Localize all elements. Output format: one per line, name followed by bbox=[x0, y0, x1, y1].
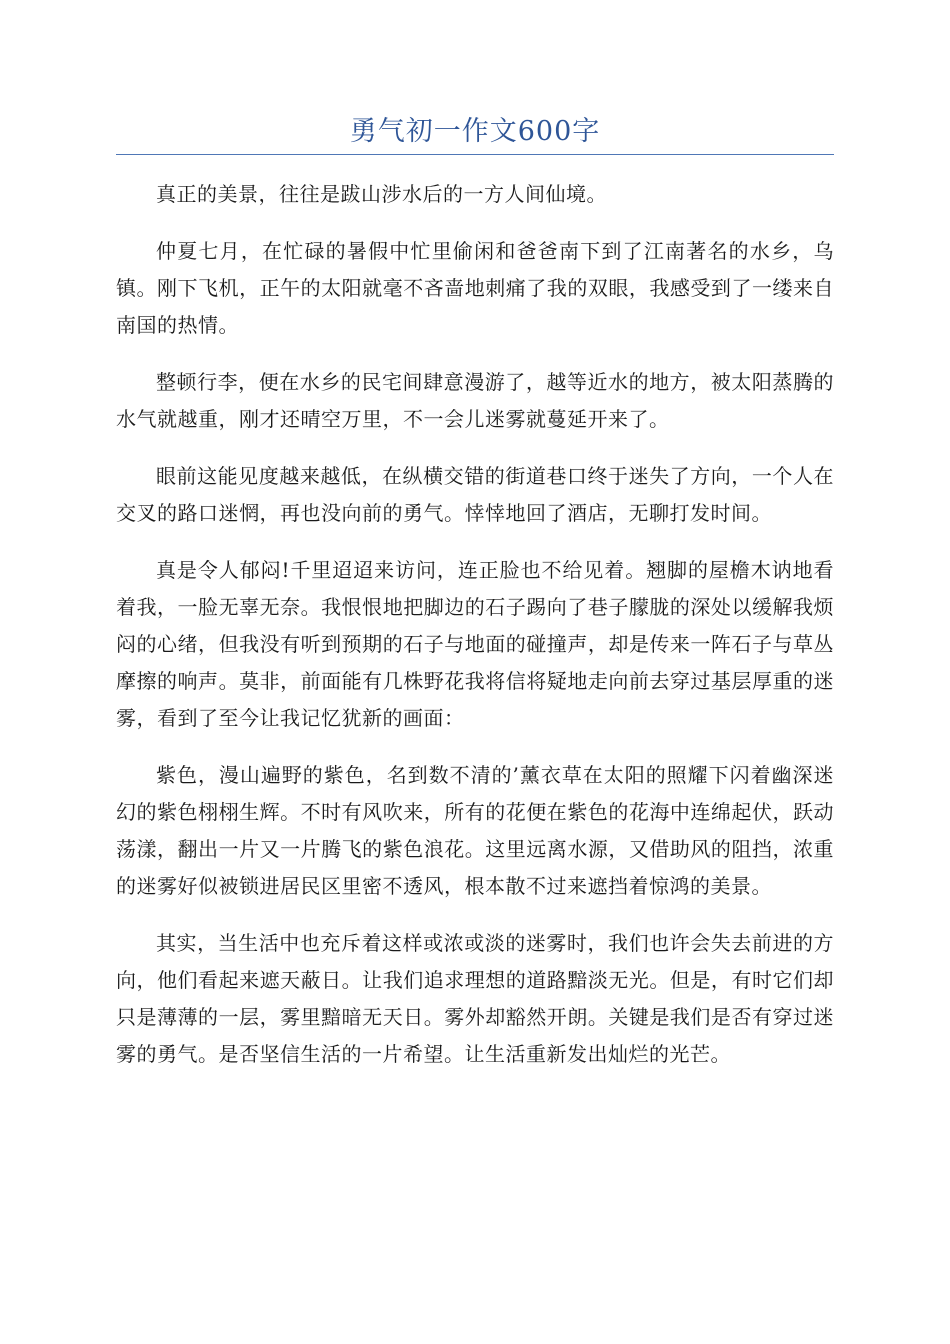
document-title: 勇气初一作文600字 bbox=[349, 116, 601, 147]
document-body bbox=[116, 176, 834, 1093]
title-underline bbox=[116, 154, 834, 155]
paragraph-1: 真正的美景，往往是跋山涉水后的一方人间仙境。 bbox=[156, 182, 607, 206]
paragraph-2: 仲夏七月，在忙碌的暑假中忙里偷闲和爸爸南下到了江南著名的水乡，乌镇。刚下飞机，正午的太阳就毫不吝啬地刺痛了我的双眼，我感受到了一缕来自南国的热情。 bbox=[116, 239, 834, 337]
paragraph-6: 紫色，漫山遍野的紫色，名到数不清的’薰衣草在太阳的照耀下闪着幽深迷幻的紫色栩栩生辉。不时有风吹来，所有的花便在紫色的花海中连绵起伏，跃动荡漾，翻出一片又一片腾飞的紫色浪花。这里远离水源，又借助风的阻挡，浓重的迷雾好似被锁进居民区里密不透风，根本散不过来遮挡着惊鸿的美景。 bbox=[116, 763, 834, 898]
paragraph-3: 整顿行李，便在水乡的民宅间肆意漫游了，越等近水的地方，被太阳蒸腾的水气就越重，刚才还晴空万里，不一会儿迷雾就蔓延开来了。 bbox=[116, 370, 834, 431]
paragraph-4: 眼前这能见度越来越低，在纵横交错的街道巷口终于迷失了方向，一个人在交叉的路口迷惘，再也没向前的勇气。悻悻地回了酒店，无聊打发时间。 bbox=[116, 464, 834, 525]
paragraph-5: 真是令人郁闷!千里迢迢来访问，连正脸也不给见着。翘脚的屋檐木讷地看着我，一脸无辜无奈。我恨恨地把脚边的石子踢向了巷子朦胧的深处以缓解我烦闷的心绪，但我没有听到预期的石子与地面的碰撞声，却是传来一阵石子与草丛摩擦的响声。莫非，前面能有几株野花我将信将疑地走向前去穿过基层厚重的迷雾，看到了至今让我记忆犹新的画面： bbox=[116, 558, 834, 730]
paragraph-7: 其实，当生活中也充斥着这样或浓或淡的迷雾时，我们也许会失去前进的方向，他们看起来遮天蔽日。让我们追求理想的道路黯淡无光。但是，有时它们却只是薄薄的一层，雾里黯暗无天日。雾外却豁然开朗。关键是我们是否有穿过迷雾的勇气。是否坚信生活的一片希望。让生活重新发出灿烂的光芒。 bbox=[116, 931, 834, 1066]
